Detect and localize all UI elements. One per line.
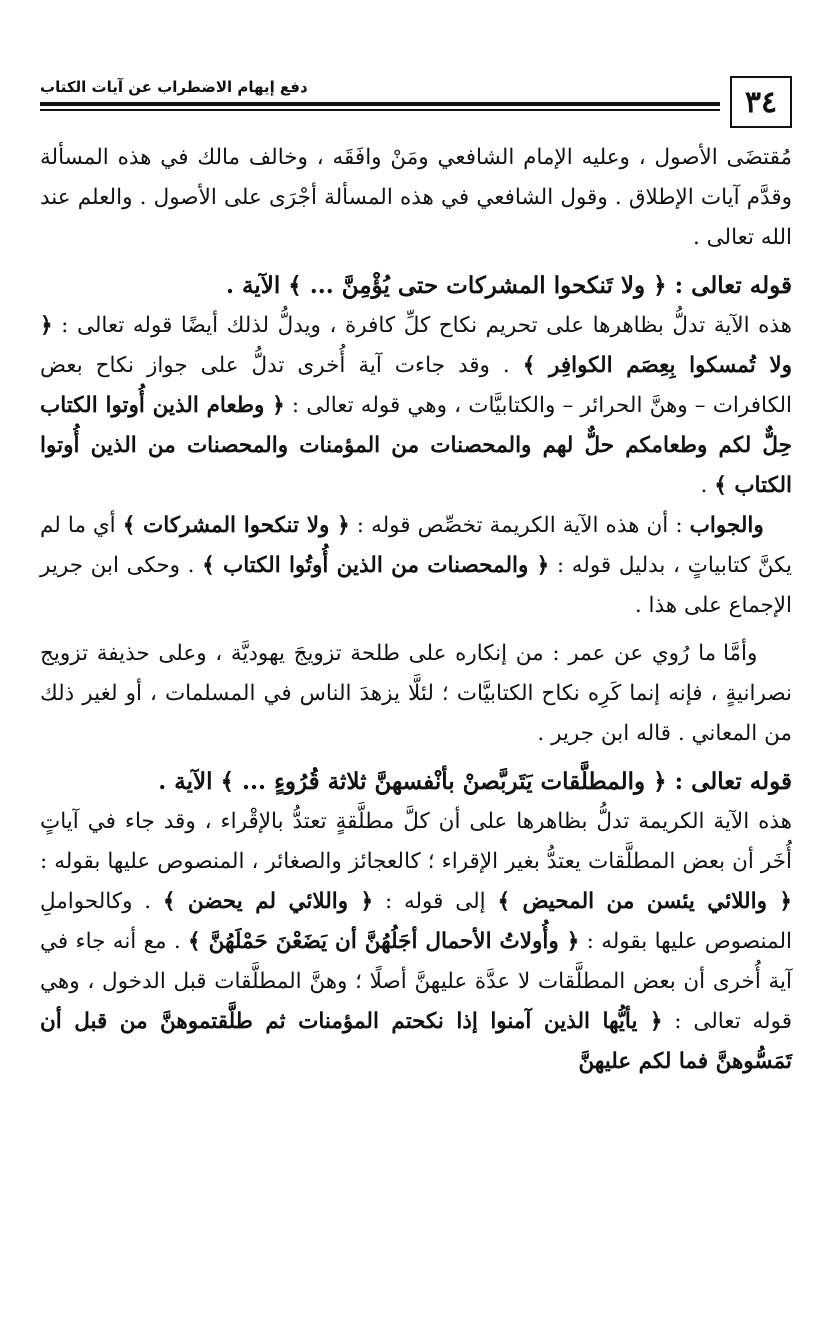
- paragraph-5-text-a: هذه الآية الكريمة تدلُّ بظاهرها على أن كلَّ مطلَّقةٍ تعتدُّ بالإقْراء ، وقد جاء في آياتٍ أُخَر أن بعض المطلَّقات يعتدُّ بغير الإقراء ؛ كالعجائز والصغائر ، المنصوص عليها بقوله :: [40, 809, 792, 874]
- quran-quote-3: ﴿ ولا تنكحوا المشركات ﴾: [122, 513, 350, 538]
- paragraph-3: [40, 506, 792, 626]
- running-title: دفع إيهام الاضطراب عن آيات الكتاب: [40, 78, 308, 96]
- paragraph-2-text-a: هذه الآية تدلُّ بظاهرها على تحريم نكاح كلِّ كافرة ، ويدلُّ لذلك أيضًا قوله تعالى :: [61, 313, 792, 338]
- paragraph-2: [40, 306, 792, 506]
- paragraph-3-text-d: . وحكى ابن جرير الإجماع على هذا .: [40, 553, 792, 618]
- paragraph-2-text-c: .: [700, 473, 708, 498]
- quran-quote-4: ﴿ والمحصنات من الذين أُوتُوا الكتاب ﴾: [202, 553, 550, 578]
- paragraph-4-text: وأمَّا ما رُوي عن عمر : من إنكاره على طلحة تزويجَ يهوديَّة ، وعلى حذيفة تزويج نصرانيةٍ ، فإنه إنما كَرِه نكاح الكتابيَّات ؛ لئلَّا يزهدَ الناس في المسلمات ، أو لغير ذلك من المعاني . قاله ابن جرير .: [40, 641, 792, 746]
- paragraph-5: [40, 802, 792, 1082]
- paragraph-3-text-b: : أن هذه الآية الكريمة تخصِّص قوله :: [356, 513, 683, 538]
- paragraph-3-text-c: أي ما لم يكنَّ كتابياتٍ ، بدليل قوله :: [40, 513, 792, 578]
- paragraph-5-text-c: . وكالحواملِ المنصوص عليها بقوله :: [40, 889, 792, 954]
- paragraph-1: مُقتضَى الأصول ، وعليه الإمام الشافعي ومَنْ وافَقَه ، وخالف مالك في هذه المسألة وقدَّم آيات الإطلاق . وقول الشافعي في هذه المسألة أجْرَى على الأصول . والعلم عند الله تعالى .: [40, 145, 792, 250]
- verse-heading-2: قوله تعالى : ﴿ والمطلَّقات يَتَربَّصنْ بأنْفسهنَّ ثلاثة قُرُوءٍ ... ﴾ الآية .: [158, 768, 792, 795]
- paragraph-5-text-b: إلى قوله :: [384, 889, 486, 914]
- quran-quote-1: ﴿ ولا تُمسكوا بِعِصَم الكوافِر ﴾: [40, 313, 792, 378]
- header-rule-thin: [40, 109, 720, 111]
- quran-quote-6: ﴿ واللائي لم يحضن ﴾: [162, 889, 374, 914]
- quran-quote-7: ﴿ وأُولاتُ الأحمال أجَلُهُنَّ أن يَضَعْنَ حَمْلَهُنَّ ﴾: [188, 929, 580, 954]
- page-body: [40, 138, 792, 1082]
- page-header: [40, 72, 792, 136]
- verse-heading-1: قوله تعالى : ﴿ ولا تَنكحوا المشركات حتى يُؤْمِنَّ ... ﴾ الآية .: [225, 272, 792, 299]
- paragraph-2-text-b: . وقد جاءت آية أُخرى تدلُّ على جواز نكاح بعض الكافرات – وهنَّ الحرائر – والكتابيَّات ، وهي قوله تعالى :: [40, 353, 792, 418]
- page-number: ٣٤: [730, 76, 792, 128]
- paragraph-4: [40, 634, 792, 754]
- quran-quote-8: ﴿ يأيُّها الذين آمنوا إذا نكحتم المؤمنات ثم طلَّقتموهنَّ من قبل أن تَمَسُّوهنَّ فما لكم عليهنَّ: [40, 1009, 792, 1074]
- answer-label: والجواب: [689, 513, 764, 538]
- quran-quote-5: ﴿ واللائي يئسن من المحيض ﴾: [497, 889, 792, 914]
- paragraph-5-text-d: . مع أنه جاء في آية أُخرى أن بعض المطلَّقات لا عدَّة عليهنَّ أصلًا ؛ وهنَّ المطلَّقات قبل الدخول ، وهي قوله تعالى :: [40, 929, 792, 1034]
- header-rule-thick: [40, 102, 720, 106]
- quran-quote-2: ﴿ وطعام الذين أُوتوا الكتاب حِلٌّ لكم وطعامكم حلٌّ لهم والمحصنات من المؤمنات والمحصنات من الذين أُوتوا الكتاب ﴾: [40, 393, 792, 498]
